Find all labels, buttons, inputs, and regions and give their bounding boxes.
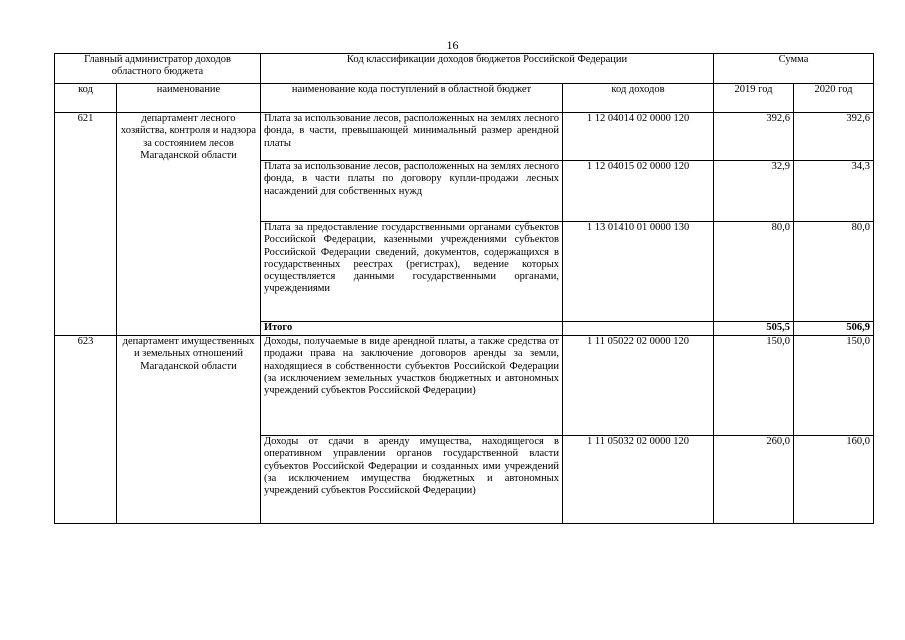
header-year-2020: 2020 год xyxy=(794,84,874,113)
admin-name: департамент лесного хозяйства, контроля и надзора за состоянием лесов Магаданской области xyxy=(117,113,261,336)
revenue-code: 1 13 01410 01 0000 130 xyxy=(563,222,714,322)
header-name: наименование xyxy=(117,84,261,113)
header-revenue-name: наименование кода поступлений в областной бюджет xyxy=(261,84,563,113)
total-2020: 506,9 xyxy=(794,322,874,336)
page-number: 16 xyxy=(446,38,459,52)
revenue-description: Доходы, получаемые в виде арендной платы, а также средства от продажи права на заключение договоров аренды за земли, находящиеся в собственности субъектов Российской Федерации (за исключением земельных участков бюджетных и автономных учреждений субъектов Российской Федерации) xyxy=(261,336,563,436)
amount-2020: 150,0 xyxy=(794,336,874,436)
header-row-sub xyxy=(55,84,874,113)
header-row-top xyxy=(55,54,874,84)
header-revenue-code: код доходов xyxy=(563,84,714,113)
amount-2020: 34,3 xyxy=(794,161,874,222)
admin-code: 623 xyxy=(55,336,117,524)
header-classification: Код классификации доходов бюджетов Российской Федерации xyxy=(261,54,714,84)
revenue-description: Доходы от сдачи в аренду имущества, находящегося в оперативном управлении органов государственной власти субъектов Российской Федерации и созданных ими учреждений (за исключением имущества бюджетных и автономных учреждений субъектов Российской Федерации) xyxy=(261,436,563,524)
header-sum: Сумма xyxy=(714,54,874,84)
header-code: код xyxy=(55,84,117,113)
revenue-code: 1 12 04015 02 0000 120 xyxy=(563,161,714,222)
total-2019: 505,5 xyxy=(714,322,794,336)
revenue-code: 1 11 05022 02 0000 120 xyxy=(563,336,714,436)
amount-2019: 260,0 xyxy=(714,436,794,524)
amount-2019: 80,0 xyxy=(714,222,794,322)
admin-name: департамент имущественных и земельных отношений Магаданской области xyxy=(117,336,261,524)
amount-2020: 80,0 xyxy=(794,222,874,322)
revenue-description: Плата за использование лесов, расположенных на землях лесного фонда, в части платы по договору купли-продажи лесных насаждений для собственных нужд xyxy=(261,161,563,222)
revenue-description: Плата за предоставление государственными органами субъектов Российской Федерации, казенными учреждениями субъектов Российской Федерации сведений, документов, содержащихся в государственных реестрах (регистрах), ведение которых осуществляется данными государственными органами, учреждениями xyxy=(261,222,563,322)
header-year-2019: 2019 год xyxy=(714,84,794,113)
amount-2019: 32,9 xyxy=(714,161,794,222)
revenue-code: 1 11 05032 02 0000 120 xyxy=(563,436,714,524)
amount-2020: 392,6 xyxy=(794,113,874,161)
table-row xyxy=(55,336,874,436)
table-row xyxy=(55,113,874,161)
amount-2019: 392,6 xyxy=(714,113,794,161)
budget-revenue-table xyxy=(54,53,874,524)
amount-2019: 150,0 xyxy=(714,336,794,436)
admin-code: 621 xyxy=(55,113,117,336)
total-label: Итого xyxy=(261,322,563,336)
revenue-description: Плата за использование лесов, расположенных на землях лесного фонда, в части, превышающей минимальный размер арендной платы xyxy=(261,113,563,161)
amount-2020: 160,0 xyxy=(794,436,874,524)
total-code-empty xyxy=(563,322,714,336)
header-admin: Главный администратор доходов областного бюджета xyxy=(55,54,261,84)
revenue-code: 1 12 04014 02 0000 120 xyxy=(563,113,714,161)
